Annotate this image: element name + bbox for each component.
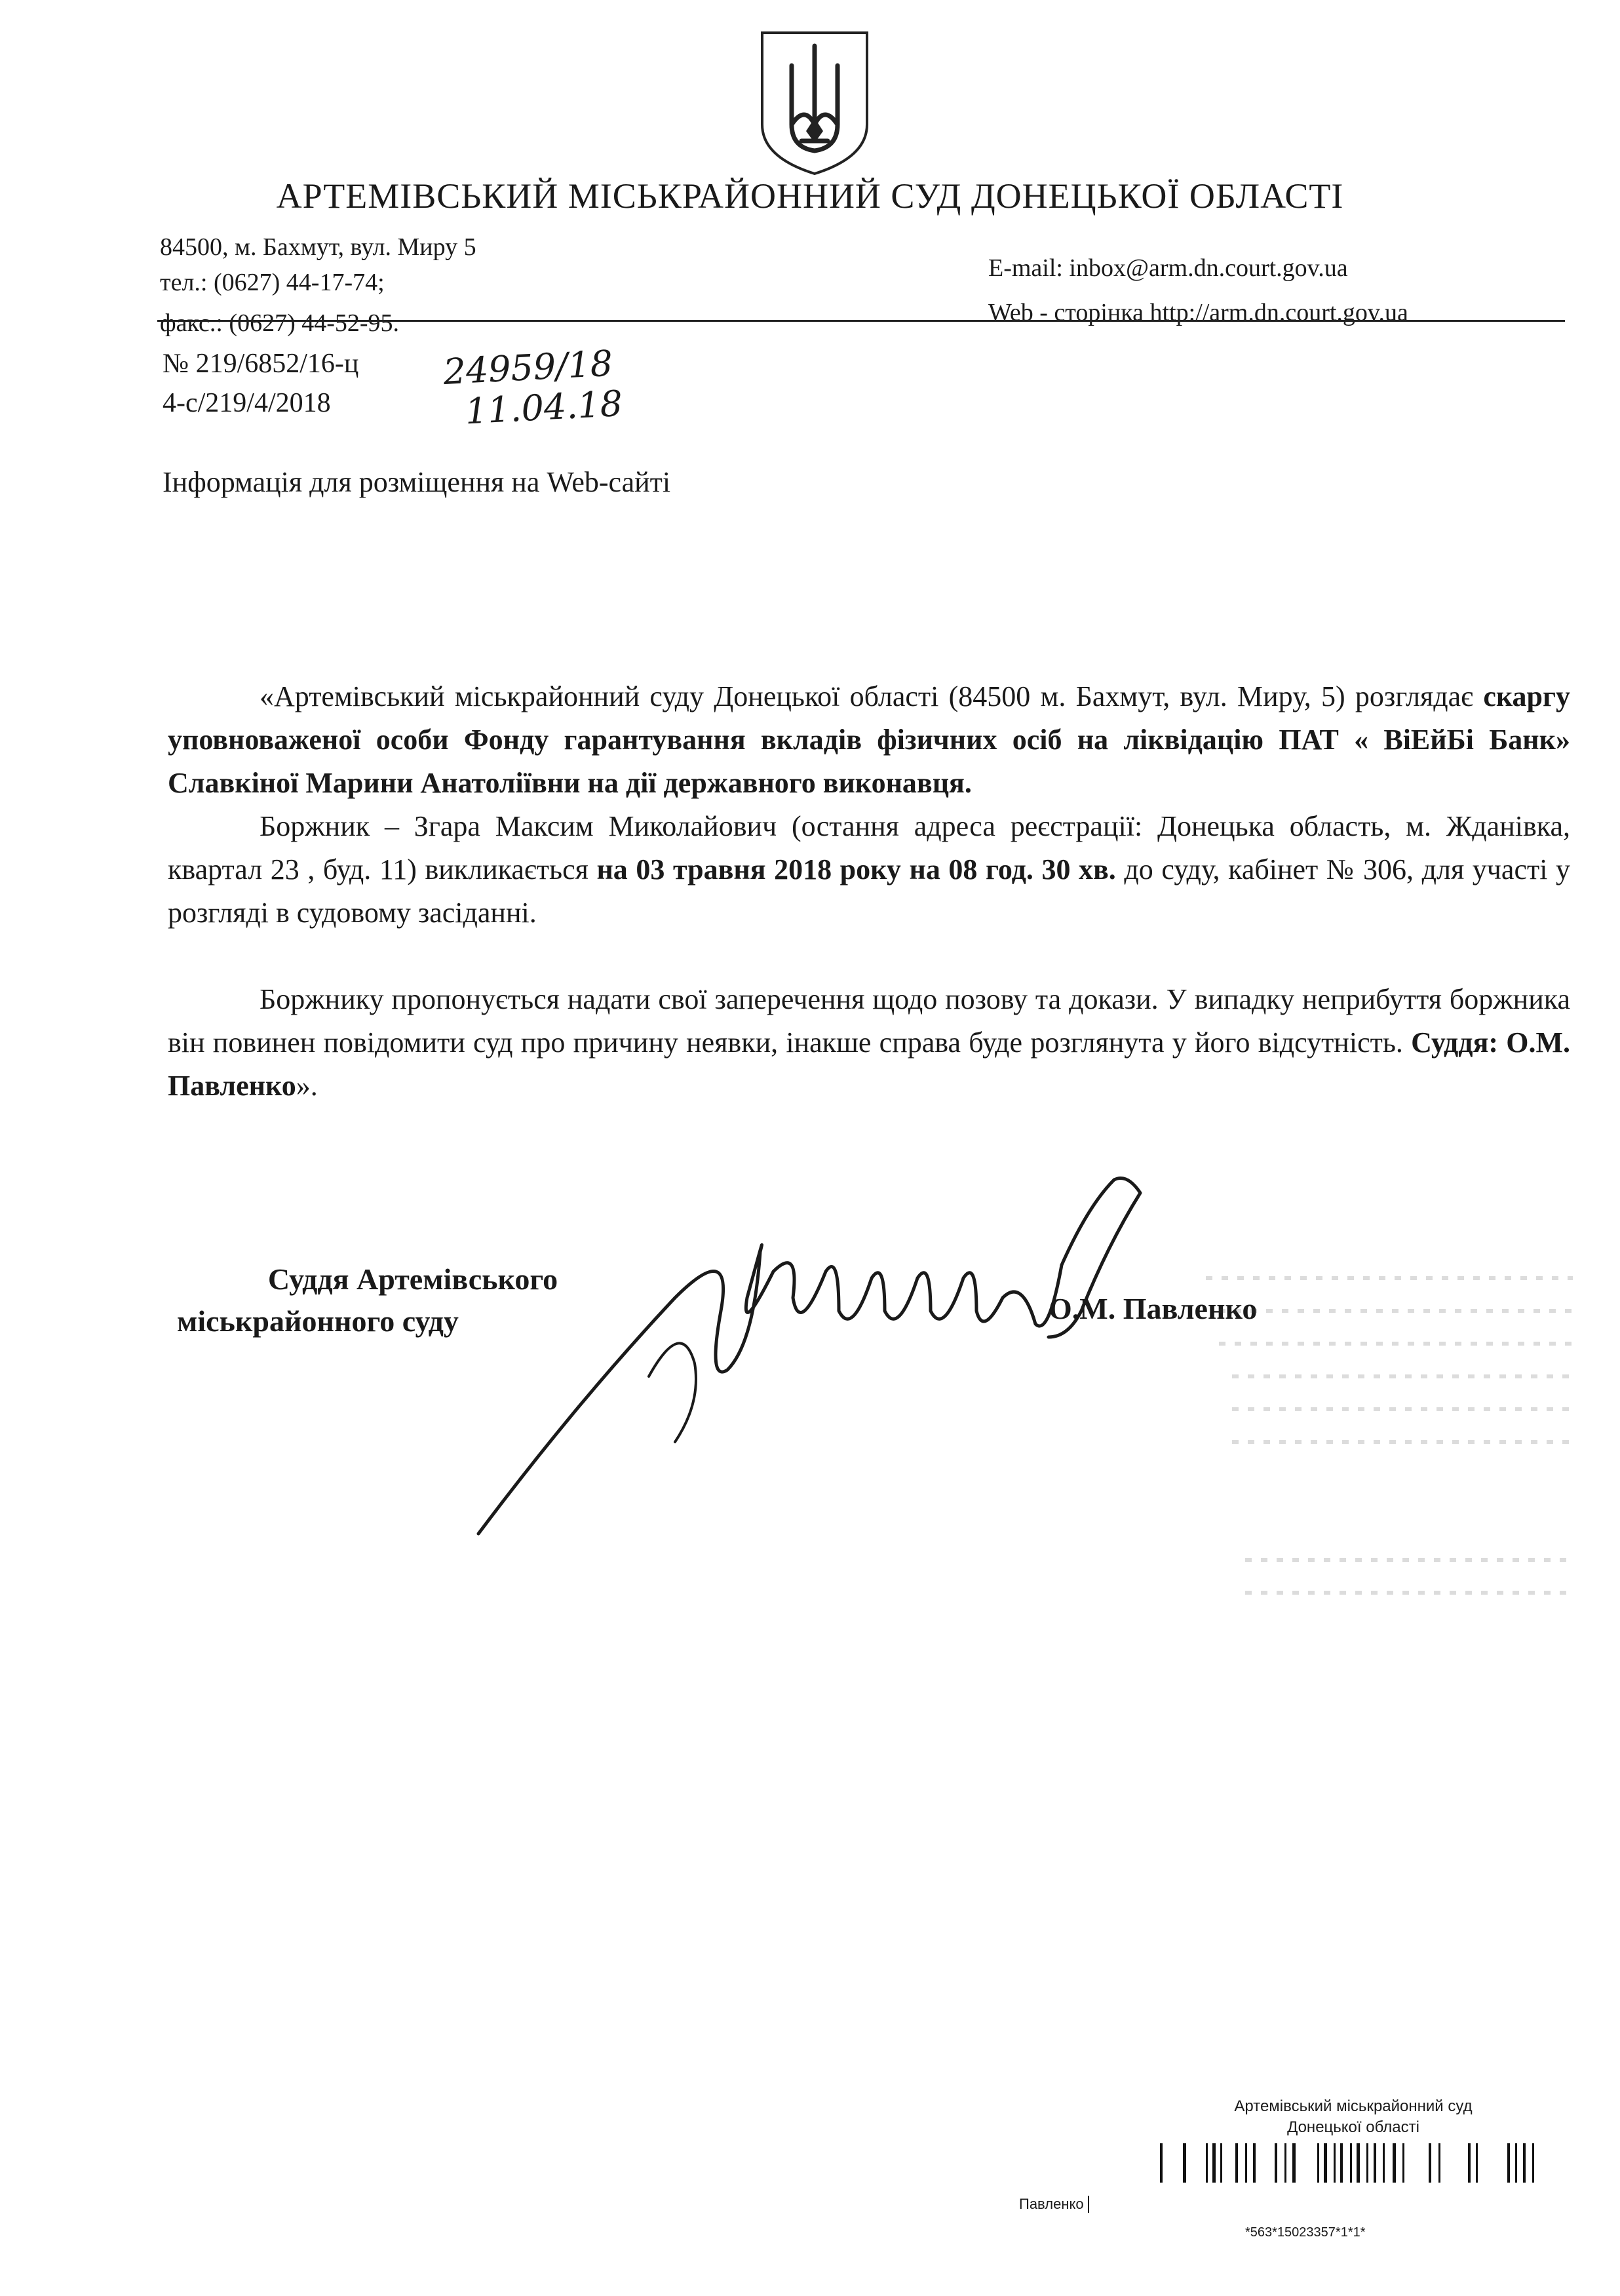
paragraph-2 [168, 805, 1570, 935]
court-address: 84500, м. Бахмут, вул. Миру 5 [160, 233, 476, 261]
p1-text: «Артемівський міськрайонний суду Донецької області (84500 м. Бахмут, вул. Миру, 5) розглядає [260, 680, 1484, 712]
hearing-datetime: на 03 травня 2018 року на 08 год. 30 хв. [596, 853, 1116, 885]
footer-court-stamp [1140, 2096, 1566, 2138]
case-number: № 219/6852/16-ц [163, 349, 359, 379]
signature-title-line1: Суддя Артемівського [267, 1262, 558, 1296]
p3-judge: Суддя: О.М. Павленко [168, 1026, 1571, 1102]
handwritten-signature [459, 1167, 1167, 1560]
p2-text-a: Боржник – Згара Максим Миколайович (остання адреса реєстрації: Донецька область, м. Жданівка, квартал 23 , буд. 11) викликається [168, 810, 1570, 885]
court-phone: тел.: (0627) 44-17-74; [160, 269, 385, 296]
footer-court-line1: Артемівський міськрайонний суд [1234, 2097, 1473, 2115]
p3-text-a: Боржнику пропонується надати свої заперечення щодо позову та докази. У випадку неприбуття боржника він повинен повідомити суд про причину неявки, інакше справа буде розглянута у його відсутність. [168, 983, 1570, 1059]
handwritten-reg-number: 24959/18 [442, 342, 614, 393]
barcode-number: *563*15023357*1*1* [1245, 2225, 1366, 2240]
header-divider [157, 320, 1565, 322]
footer-judge-name: Павленко [1019, 2196, 1084, 2212]
signature-name: О.М. Павленко [1049, 1292, 1258, 1325]
court-fax: факс.: (0627) 44-52-95. [160, 309, 400, 337]
info-line: Інформація для розміщення на Web-сайті [163, 466, 671, 498]
paragraph-1 [168, 675, 1570, 805]
paragraph-3 [168, 978, 1570, 1108]
p2-text-c: до суду, кабінет № 306, для участі у розгляді в судовому засіданні. [168, 853, 1571, 929]
handwritten-reg-date: 11.04.18 [464, 382, 624, 433]
p3-text-c: ». [296, 1070, 318, 1102]
p1-bold: скаргу уповноваженої особи Фонду гарантування вкладів фізичних осіб на ліквідацію ПАТ « ВіЕйБі Банк» Славкіної Марини Анатоліївни на дії державного виконавця. [168, 680, 1570, 799]
court-address-block [160, 229, 476, 341]
signature-title-line2: міськрайонного суду [177, 1304, 459, 1338]
faded-offset-text [1180, 1265, 1586, 1632]
court-contacts [988, 250, 1408, 330]
footer-court-line2: Донецької області [1287, 2118, 1419, 2136]
reference-numbers [163, 344, 358, 423]
announcement-body [168, 675, 1570, 1108]
court-email: E-mail: inbox@arm.dn.court.gov.ua [988, 254, 1348, 282]
court-website: Web - сторінка http://arm.dn.court.gov.ua [988, 299, 1408, 326]
court-title: АРТЕМІВСЬКИЙ МІСЬКРАЙОННИЙ СУД ДОНЕЦЬКОЇ ОБЛАСТІ [276, 176, 1344, 216]
coat-of-arms-icon [752, 26, 877, 177]
barcode [1009, 2143, 1573, 2202]
handwritten-registration [442, 343, 624, 433]
footer-judge-tag [1019, 2196, 1089, 2213]
proceeding-number: 4-с/219/4/2018 [163, 388, 331, 418]
